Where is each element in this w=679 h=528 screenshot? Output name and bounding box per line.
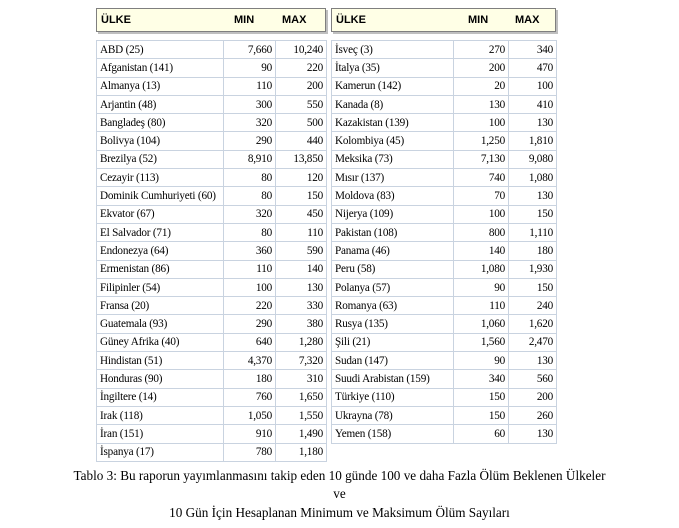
table-row — [97, 77, 327, 95]
min-cell: 80 — [224, 187, 276, 205]
country-cell: Dominik Cumhuriyeti (60) — [97, 187, 224, 205]
max-cell: 130 — [509, 187, 557, 205]
max-cell: 150 — [509, 278, 557, 296]
min-cell: 150 — [454, 388, 509, 406]
table-row — [332, 114, 557, 132]
min-cell: 740 — [454, 169, 509, 187]
country-cell: Panama (46) — [332, 242, 454, 260]
min-cell: 80 — [224, 223, 276, 241]
table-row — [332, 333, 557, 351]
min-cell: 360 — [224, 242, 276, 260]
min-cell: 110 — [224, 77, 276, 95]
max-cell: 2,470 — [509, 333, 557, 351]
min-cell: 4,370 — [224, 352, 276, 370]
right-header-min: MIN — [468, 14, 489, 26]
min-cell: 1,250 — [454, 132, 509, 150]
caption-line-1: Tablo 3: Bu raporun yayımlanmasını takip eden 10 günde 100 ve daha Fazla Ölüm Beklenen Ülkeler — [73, 468, 606, 483]
min-cell: 800 — [454, 223, 509, 241]
table-row — [332, 150, 557, 168]
max-cell: 590 — [276, 242, 327, 260]
country-cell: Ukrayna (78) — [332, 406, 454, 424]
max-cell: 1,550 — [276, 406, 327, 424]
country-cell: Nijerya (109) — [332, 205, 454, 223]
max-cell: 260 — [509, 406, 557, 424]
min-cell: 1,060 — [454, 315, 509, 333]
right-header-country: ÜLKE — [336, 14, 366, 26]
table-row — [97, 278, 327, 296]
max-cell: 13,850 — [276, 150, 327, 168]
max-cell: 440 — [276, 132, 327, 150]
max-cell: 470 — [509, 59, 557, 77]
table-row — [97, 242, 327, 260]
country-cell: Almanya (13) — [97, 77, 224, 95]
max-cell: 7,320 — [276, 352, 327, 370]
table-row — [332, 95, 557, 113]
max-cell: 130 — [509, 114, 557, 132]
max-cell: 560 — [509, 370, 557, 388]
table-row — [97, 205, 327, 223]
min-cell: 150 — [454, 406, 509, 424]
min-cell: 100 — [454, 114, 509, 132]
table-row — [97, 187, 327, 205]
left-table-header — [96, 8, 326, 32]
max-cell: 180 — [509, 242, 557, 260]
country-cell: İtalya (35) — [332, 59, 454, 77]
table-row — [97, 169, 327, 187]
min-cell: 270 — [454, 41, 509, 59]
min-cell: 110 — [224, 260, 276, 278]
table-row — [332, 406, 557, 424]
table-row — [97, 223, 327, 241]
min-cell: 100 — [454, 205, 509, 223]
left-header-min: MIN — [234, 14, 255, 26]
country-cell: Filipinler (54) — [97, 278, 224, 296]
max-cell: 240 — [509, 297, 557, 315]
table-row — [97, 297, 327, 315]
max-cell: 120 — [276, 169, 327, 187]
left-table-body — [97, 41, 327, 462]
max-cell: 1,080 — [509, 169, 557, 187]
max-cell: 340 — [509, 41, 557, 59]
min-cell: 60 — [454, 425, 509, 443]
min-cell: 8,910 — [224, 150, 276, 168]
right-header-max: MAX — [515, 14, 540, 26]
table-row — [332, 352, 557, 370]
country-cell: Polanya (57) — [332, 278, 454, 296]
country-cell: İsveç (3) — [332, 41, 454, 59]
country-cell: Rusya (135) — [332, 315, 454, 333]
country-cell: ABD (25) — [97, 41, 224, 59]
min-cell: 110 — [454, 297, 509, 315]
min-cell: 140 — [454, 242, 509, 260]
max-cell: 1,930 — [509, 260, 557, 278]
country-cell: İran (151) — [97, 425, 224, 443]
table-row — [332, 242, 557, 260]
max-cell: 410 — [509, 95, 557, 113]
country-cell: Peru (58) — [332, 260, 454, 278]
country-cell: Türkiye (110) — [332, 388, 454, 406]
max-cell: 500 — [276, 114, 327, 132]
country-cell: Meksika (73) — [332, 150, 454, 168]
country-cell: Güney Afrika (40) — [97, 333, 224, 351]
min-cell: 130 — [454, 95, 509, 113]
max-cell: 110 — [276, 223, 327, 241]
country-cell: Kanada (8) — [332, 95, 454, 113]
country-cell: Irak (118) — [97, 406, 224, 424]
table-row — [332, 187, 557, 205]
country-cell: Mısır (137) — [332, 169, 454, 187]
table-row — [97, 260, 327, 278]
min-cell: 290 — [224, 132, 276, 150]
country-cell: Bangladeş (80) — [97, 114, 224, 132]
country-cell: Guatemala (93) — [97, 315, 224, 333]
table-row — [332, 370, 557, 388]
table-row — [332, 278, 557, 296]
caption-line-2: ve — [333, 486, 346, 501]
max-cell: 1,280 — [276, 333, 327, 351]
table-row — [332, 169, 557, 187]
table-row — [332, 59, 557, 77]
min-cell: 780 — [224, 443, 276, 461]
min-cell: 100 — [224, 278, 276, 296]
table-row — [97, 333, 327, 351]
table-row — [332, 223, 557, 241]
max-cell: 1,180 — [276, 443, 327, 461]
country-cell: Yemen (158) — [332, 425, 454, 443]
max-cell: 9,080 — [509, 150, 557, 168]
table-row — [97, 59, 327, 77]
country-cell: Arjantin (48) — [97, 95, 224, 113]
min-cell: 640 — [224, 333, 276, 351]
max-cell: 140 — [276, 260, 327, 278]
min-cell: 20 — [454, 77, 509, 95]
min-cell: 90 — [454, 278, 509, 296]
max-cell: 150 — [276, 187, 327, 205]
min-cell: 300 — [224, 95, 276, 113]
max-cell: 450 — [276, 205, 327, 223]
country-cell: Fransa (20) — [97, 297, 224, 315]
min-cell: 1,080 — [454, 260, 509, 278]
table-row — [97, 370, 327, 388]
min-cell: 340 — [454, 370, 509, 388]
right-table-header — [331, 8, 556, 32]
max-cell: 550 — [276, 95, 327, 113]
left-header-country: ÜLKE — [101, 14, 131, 26]
max-cell: 1,810 — [509, 132, 557, 150]
min-cell: 290 — [224, 315, 276, 333]
max-cell: 150 — [509, 205, 557, 223]
country-cell: Honduras (90) — [97, 370, 224, 388]
country-cell: Afganistan (141) — [97, 59, 224, 77]
min-cell: 1,050 — [224, 406, 276, 424]
right-country-table — [331, 40, 557, 444]
country-cell: Ekvator (67) — [97, 205, 224, 223]
table-row — [97, 406, 327, 424]
table-row — [97, 150, 327, 168]
max-cell: 1,620 — [509, 315, 557, 333]
min-cell: 7,130 — [454, 150, 509, 168]
country-cell: Cezayir (113) — [97, 169, 224, 187]
country-cell: Moldova (83) — [332, 187, 454, 205]
table-row — [332, 260, 557, 278]
table-row — [97, 41, 327, 59]
country-cell: Kolombiya (45) — [332, 132, 454, 150]
max-cell: 1,650 — [276, 388, 327, 406]
country-cell: Romanya (63) — [332, 297, 454, 315]
max-cell: 200 — [276, 77, 327, 95]
right-table-body — [332, 41, 557, 444]
table-row — [97, 132, 327, 150]
max-cell: 130 — [509, 425, 557, 443]
max-cell: 310 — [276, 370, 327, 388]
max-cell: 1,490 — [276, 425, 327, 443]
country-cell: Brezilya (52) — [97, 150, 224, 168]
country-cell: Suudi Arabistan (159) — [332, 370, 454, 388]
max-cell: 200 — [509, 388, 557, 406]
country-cell: İngiltere (14) — [97, 388, 224, 406]
country-cell: Endonezya (64) — [97, 242, 224, 260]
max-cell: 220 — [276, 59, 327, 77]
country-cell: Ermenistan (86) — [97, 260, 224, 278]
min-cell: 220 — [224, 297, 276, 315]
min-cell: 90 — [454, 352, 509, 370]
max-cell: 130 — [509, 352, 557, 370]
min-cell: 70 — [454, 187, 509, 205]
table-row — [332, 425, 557, 443]
min-cell: 320 — [224, 205, 276, 223]
country-cell: Bolivya (104) — [97, 132, 224, 150]
country-cell: Pakistan (108) — [332, 223, 454, 241]
min-cell: 760 — [224, 388, 276, 406]
country-cell: Kamerun (142) — [332, 77, 454, 95]
max-cell: 380 — [276, 315, 327, 333]
table-row — [332, 77, 557, 95]
max-cell: 1,110 — [509, 223, 557, 241]
country-cell: Şili (21) — [332, 333, 454, 351]
min-cell: 90 — [224, 59, 276, 77]
country-cell: Kazakistan (139) — [332, 114, 454, 132]
country-cell: Hindistan (51) — [97, 352, 224, 370]
table-row — [97, 114, 327, 132]
table-row — [332, 41, 557, 59]
min-cell: 7,660 — [224, 41, 276, 59]
min-cell: 320 — [224, 114, 276, 132]
max-cell: 10,240 — [276, 41, 327, 59]
table-row — [97, 425, 327, 443]
table-row — [332, 205, 557, 223]
min-cell: 1,560 — [454, 333, 509, 351]
min-cell: 200 — [454, 59, 509, 77]
table-row — [97, 352, 327, 370]
table-row — [97, 388, 327, 406]
country-cell: Sudan (147) — [332, 352, 454, 370]
country-cell: El Salvador (71) — [97, 223, 224, 241]
max-cell: 330 — [276, 297, 327, 315]
country-cell: İspanya (17) — [97, 443, 224, 461]
left-country-table — [96, 40, 327, 462]
min-cell: 180 — [224, 370, 276, 388]
min-cell: 910 — [224, 425, 276, 443]
table-row — [332, 388, 557, 406]
max-cell: 100 — [509, 77, 557, 95]
table-row — [97, 443, 327, 461]
left-header-max: MAX — [282, 14, 307, 26]
table-row — [332, 132, 557, 150]
min-cell: 80 — [224, 169, 276, 187]
table-row — [332, 315, 557, 333]
table-row — [332, 297, 557, 315]
caption-line-3: 10 Gün İçin Hesaplanan Minimum ve Maksimum Ölüm Sayıları — [169, 505, 510, 520]
max-cell: 130 — [276, 278, 327, 296]
table-row — [97, 95, 327, 113]
table-row — [97, 315, 327, 333]
